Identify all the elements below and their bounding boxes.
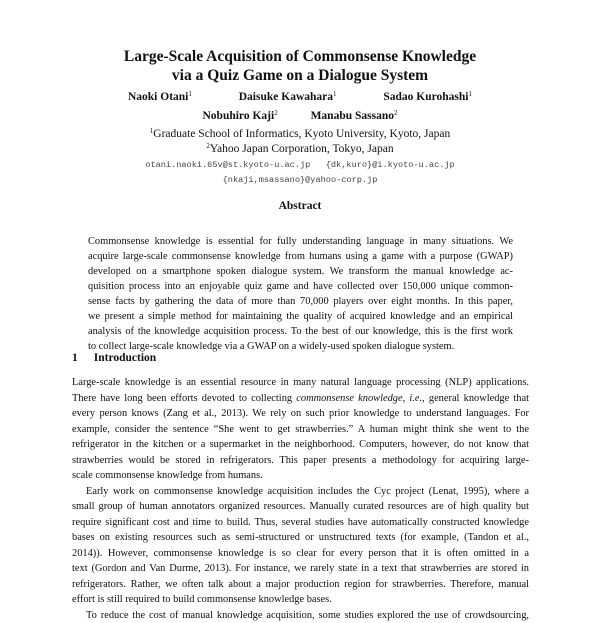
paper-title-line-1: Large-Scale Acquisition of Commonsense Knowledge xyxy=(123,48,477,65)
body-line: refrigerator in the kitchen or a supermarket in the neighborhood. Computers, however, do not know that xyxy=(72,439,529,450)
abstract-line: analysis of the knowledge acquisition process. To the best of our knowledge, this is the first work xyxy=(88,326,513,337)
affiliation-2: $^2$Yahoo Japan Corporation, Tokyo, Japan xyxy=(206,142,394,155)
abstract-heading: Abstract xyxy=(278,200,322,212)
author: Nobuhiro Kaji$^2$ xyxy=(202,109,278,122)
email-line-2: {nkaji,msassano}@yahoo-corp.jp xyxy=(222,175,378,185)
body-line: every person knows (Zang et al., 2013). We rely on such prior knowledge to understand languages. For xyxy=(72,408,529,419)
body-line: strawberries would be stored in refrigerators. This paper presents a methodology for acquiring large- xyxy=(72,454,529,466)
abstract-line: to collect large-scale knowledge via a GWAP on a widely-used spoken dialogue system. xyxy=(88,341,455,352)
abstract-line: quisition process into an enjoyable quiz game and have collected over 150,000 unique common- xyxy=(88,281,513,292)
abstract-line: acquire large-scale commonsense knowledge from humans using a game with a purpose (GWAP) xyxy=(88,251,513,262)
body-line: There have long been efforts devoted to collecting commonsense knowledge, i.e., general knowledge that xyxy=(72,392,529,404)
authors-row-2 xyxy=(0,110,600,122)
abstract-line: Commonsense knowledge is essential for fully understanding language in many situations. We xyxy=(88,236,513,247)
abstract-line: we present a simple method for maintaining the quality of acquired knowledge and an empirical xyxy=(88,311,513,322)
body-line: require significant cost and time to build. Thus, several studies have automatically constructed knowledge xyxy=(72,516,529,528)
author: Naoki Otani$^1$ xyxy=(127,90,192,103)
author: Manabu Sassano$^2$ xyxy=(310,109,398,122)
body-line: To reduce the cost of manual knowledge acquisition, some studies explored the use of crowdsourcing, xyxy=(86,609,529,621)
author: Sadao Kurohashi$^1$ xyxy=(383,90,472,103)
author: Daisuke Kawahara$^1$ xyxy=(238,90,337,103)
abstract-line: sense facts by gathering the data of more than 70,000 players over eight months. In this paper, xyxy=(88,296,513,307)
paper-title-line-2: via a Quiz Game on a Dialogue System xyxy=(171,67,429,84)
email-line-1: otani.naoki.65v@st.kyoto-u.ac.jp {dk,kuro}@i.kyoto-u.ac.jp xyxy=(145,160,455,170)
body-line: refrigerators. Rather, we often talk about a major production region for strawberries. Therefore, manual xyxy=(72,578,529,590)
body-line: example, consider the sentence “She went to get strawberries.” A human might think she went to the xyxy=(72,423,529,435)
body-line: Large-scale knowledge is an essential resource in many natural language processing (NLP) applications. xyxy=(72,377,529,388)
body-line: effort is still required to build commonsense knowledge bases. xyxy=(72,594,332,605)
body-line: text (Gordon and Van Durme, 2013). For instance, we rarely state in a text that strawberries are stored in xyxy=(72,563,529,574)
abstract-line: developed on a smartphone spoken dialogue system. We transform the manual knowledge ac- xyxy=(88,266,513,277)
body-line: 2014)). However, commonsense knowledge is so clear for every person that it is often omitted in a xyxy=(72,547,529,559)
section-heading-introduction: 1 Introduction xyxy=(72,352,157,364)
affiliation-1: $^1$Graduate School of Informatics, Kyoto University, Kyoto, Japan xyxy=(149,127,451,140)
authors-row-1 xyxy=(0,91,600,103)
body-line: Early work on commonsense knowledge acquisition includes the Cyc project (Lenat, 1995), where a xyxy=(86,485,529,497)
body-line: small group of human annotators organized resources. Manually curated resources are of high quality but xyxy=(72,501,529,512)
body-line: bases on existing resources such as semi-structured or unstructured texts (for example, (Tandon et al., xyxy=(72,532,529,543)
body-line: scale commonsense knowledge from humans. xyxy=(72,470,263,481)
